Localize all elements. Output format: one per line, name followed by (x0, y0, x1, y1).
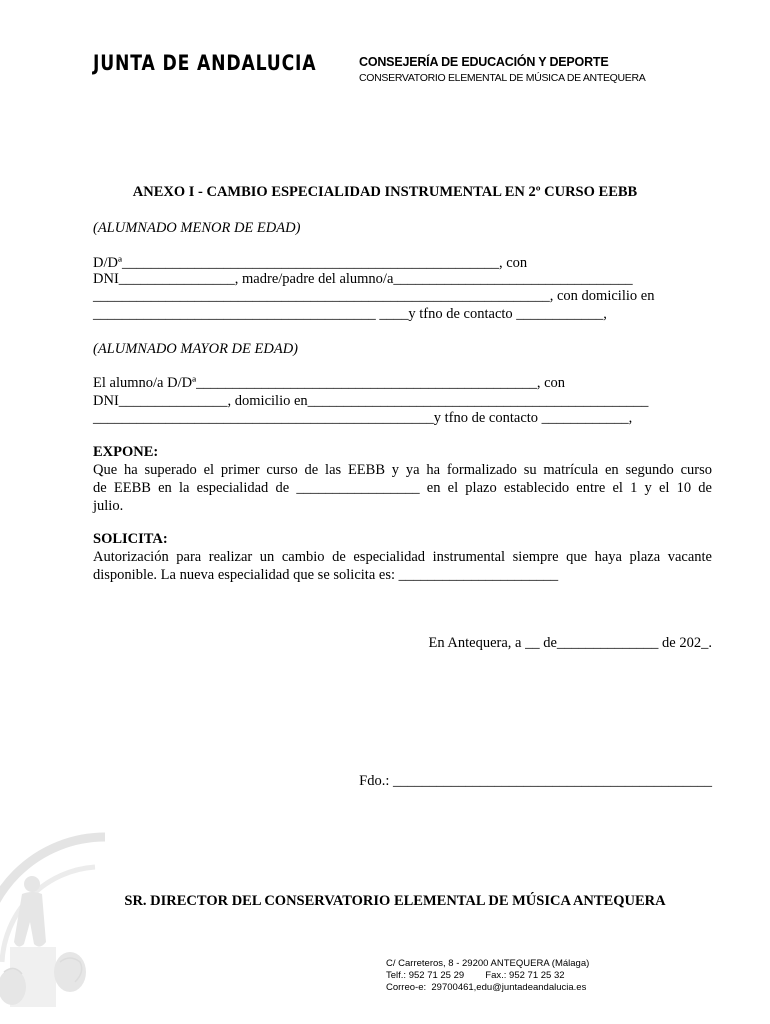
footer-phones: Telf.: 952 71 25 29 Fax.: 952 71 25 32 (386, 970, 565, 981)
document-title: ANEXO I - CAMBIO ESPECIALIDAD INSTRUMENTAL EN 2º CURSO EEBB (132, 184, 638, 200)
expone-line-2: de EEBB en la especialidad de _________________ en el plazo establecido entre el 1 y el 10 de (93, 480, 712, 496)
footer-address: C/ Carreteros, 8 - 29200 ANTEQUERA (Málaga) (386, 958, 590, 969)
addressee-line: SR. DIRECTOR DEL CONSERVATORIO ELEMENTAL DE MÚSICA ANTEQUERA (124, 893, 666, 909)
andalucia-emblem-watermark (0, 822, 120, 1024)
minor-line-2: DNI________________, madre/padre del alumno/a_________________________________ (93, 271, 633, 287)
solicita-line-2: disponible. La nueva especialidad que se solicita es: ______________________ (93, 567, 559, 583)
conservatorio-subtitle: CONSERVATORIO ELEMENTAL DE MÚSICA DE ANTEQUERA (359, 72, 646, 84)
adult-line-3: _______________________________________________y tfno de contacto ____________, (93, 410, 633, 426)
solicita-line-1: Autorización para realizar un cambio de especialidad instrumental siempre que haya plaza vacante (93, 549, 712, 565)
consejeria-title: CONSEJERÍA DE EDUCACIÓN Y DEPORTE (359, 55, 609, 69)
expone-heading: EXPONE: (93, 444, 159, 460)
signature-line: Fdo.: ____________________________________________ (359, 773, 712, 789)
place-date-line: En Antequera, a __ de______________ de 202_. (428, 635, 712, 651)
expone-line-3: julio. (93, 498, 124, 514)
adult-line-1: El alumno/a D/Dª_______________________________________________, con (93, 375, 566, 391)
minor-section-heading: (ALUMNADO MENOR DE EDAD) (93, 220, 301, 236)
footer-email: Correo-e: 29700461,edu@juntadeandalucia.es (386, 982, 587, 993)
adult-section-heading: (ALUMNADO MAYOR DE EDAD) (93, 341, 298, 357)
minor-line-3: _______________________________________________________________, con domicilio en (93, 288, 655, 304)
expone-paragraph (93, 461, 712, 515)
minor-line-4: _______________________________________ ____y tfno de contacto ____________, (93, 306, 607, 322)
logo-junta-de-andalucia: JUNTA DE ANDALUCIA (93, 51, 317, 75)
minor-line-1: D/Dª____________________________________________________, con (93, 255, 528, 271)
expone-line-1: Que ha superado el primer curso de las EEBB y ya ha formalizado su matrícula en segundo curso (93, 462, 712, 478)
solicita-heading: SOLICITA: (93, 531, 168, 547)
solicita-paragraph (93, 548, 712, 584)
adult-line-2: DNI_______________, domicilio en_______________________________________________ (93, 393, 649, 409)
